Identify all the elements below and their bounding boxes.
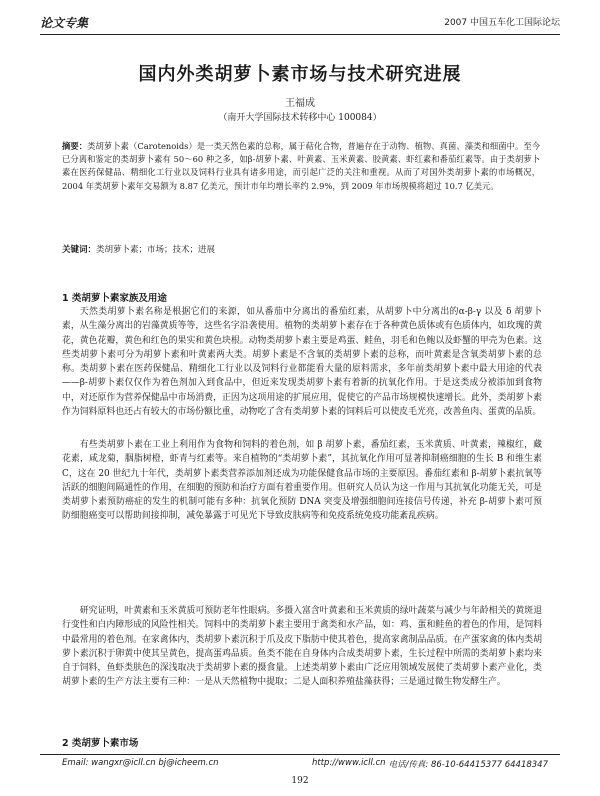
conference-name: 2007 中国五车化工国际论坛 bbox=[444, 18, 560, 28]
section-heading-2: 2 类胡萝卜素市场 bbox=[62, 738, 139, 749]
section-label: 论文专集 bbox=[40, 16, 89, 30]
footer-email: Email: wangxr@icll.cn bj@icheem.cn bbox=[62, 758, 219, 768]
abstract-label: 摘要： bbox=[62, 141, 88, 151]
body-paragraph-1: 天然类胡萝卜素名称是根据它们的来源，如从番茄中分离出的番茄红素，从胡萝卜中分离出的α-β-γ 以及 δ 胡萝卜素，从生藻分离出的岩藻黄质等等，这些名字沿袭使用。植物的类胡萝卜素存在于各种黄色质体或有色质体内，如玫瑰的黄花，黄色花瓣，黄色和红色的果实和黄色块根。动物类胡萝卜素主要是鸡蛋、鲑鱼，羽毛和色鲍以及虾蟹的甲壳为色素。这些类胡萝卜素可分为胡萝卜素和叶黄素两大类。胡萝卜素是不含氧的类胡萝卜素的总称，而叶黄素是含氧类胡萝卜素的总称。类胡萝卜素在医药保健品、精细化工行业以及饲料行业都能看大量的原料需求，多年前类胡萝卜素中最大用途的代表——β-胡萝卜素仅仅作为着色剂加入到食品中，但近来发现类胡萝卜素有着新的抗氧化作用。于是这类成分被添加到食物中，对还原作为营养保健品中市场消费，正因为这项用途的扩展应用，促使它的产品市场规模快速增长。此外，类胡萝卜素作为饲料原料也还占有较大的市场份额比重，动物吃了含有类胡萝卜素的饲料后可以使皮毛光亮，改善鱼肉、蛋黄的品质。 bbox=[62, 307, 542, 418]
header-rule bbox=[40, 34, 560, 35]
section-heading-1: 1 类胡萝卜素家族及用途 bbox=[62, 293, 167, 304]
footer-website: http://www.icll.cn bbox=[312, 758, 386, 768]
footer-phone: 电话/传真: 86-10-64415377 64418347 bbox=[388, 760, 548, 770]
footer-rule bbox=[40, 754, 560, 755]
body-paragraph-2: 有些类胡萝卜素在工业上利用作为食物和饲料的着色剂，如 β 胡萝卜素，番茄红素，玉米黄质、叶黄素，辣椒红，藏花素，咸龙菊，胭脂树橙，虾青与红素等。来自植物的“类胡萝卜素”，其抗氧化作用可显著抑制癌细胞的生长 B 和维生素 C，这在 20 世纪九十年代，类胡萝卜素类营养添加剂还成为功能保健食品市场的主要原因。番茄红素和 β-胡萝卜素抗氧等活跃的细胞间隔通性的作用，在细胞的预防和治疗方面有着重要作用。但研究人员认为这一作用与其抗氧化功能无关，可是类胡萝卜素预防癌症的发生的机制可能有多种：抗氧化预防 DNA 突变及增强细胞间连接信号传递，补充 β-胡萝卜素可预防细胞癌变可以帮助间接抑制，减免暴露于可见光下导致皮肤病等和免疫系统免疫功能紊乱疾病。 bbox=[62, 440, 542, 522]
keywords bbox=[62, 243, 215, 255]
paper-title: 国内外类胡萝卜素市场与技术研究进展 bbox=[138, 64, 462, 85]
abstract bbox=[62, 140, 540, 193]
page-number: 192 bbox=[291, 776, 309, 786]
paper-affiliation: （南开大学国际技术转移中心 100084） bbox=[218, 113, 382, 123]
body-paragraph-3: 研究证明，叶黄素和玉米黄质可预防老年性眼病。多摄入富含叶黄素和玉米黄质的绿叶蔬菜与减少与年龄相关的黄斑退行变性和白内障形成的风险性相关。饲料中的类胡萝卜素主要用于禽类和水产品，如：鸡、蛋和鲑鱼的着色的作用，是饲料中最常用的着色剂。在家禽体内，类胡萝卜素沉积于爪及皮下脂肪中使其着色，提高家禽制品品质。在产蛋家禽的体内类胡萝卜素沉积于卵黄中使其呈黄色，提高蛋鸡品质。鱼类不能在自身体内合成类胡萝卜素，生长过程中所需的类胡萝卜素均来自于饲料，鱼虾类肤色的深浅取决于类胡萝卜素的摄食量。上述类胡萝卜素由广泛应用领域发展使了类胡萝卜素产业化，类胡萝卜素的生产方法主要有三种：一是从天然植物中提取；二是人面积养殖盐藻获得；三是通过微生物发酵生产。 bbox=[62, 606, 542, 688]
keywords-label: 关键词： bbox=[62, 245, 97, 255]
abstract-text: 类胡萝卜素（Carotenoids）是一类天然色素的总称，属于萜化合物，普遍存在于动物、植物、真菌、藻类和细菌中。至今已分离和鉴定的类胡萝卜素有 50～60 种之多，如β-胡萝卜素、叶黄素、玉米黄素、胶黄素、虾红素和番茄红素等。由于类胡萝卜素在医药保健品、精细化工行业以及饲料行业具有诸多用途，而引起广泛的关注和重视。从而了对国外类胡萝卜素的市场概况，2004 年类胡萝卜素年交易额为 8.87 亿美元，预计市年均增长率约 2.9%，到 2009 年市场规模将超过 10.7 亿美元。 bbox=[62, 141, 540, 191]
paper-author: 王福成 bbox=[285, 98, 315, 109]
keywords-text: 类胡萝卜素；市场；技术；进展 bbox=[96, 245, 216, 255]
